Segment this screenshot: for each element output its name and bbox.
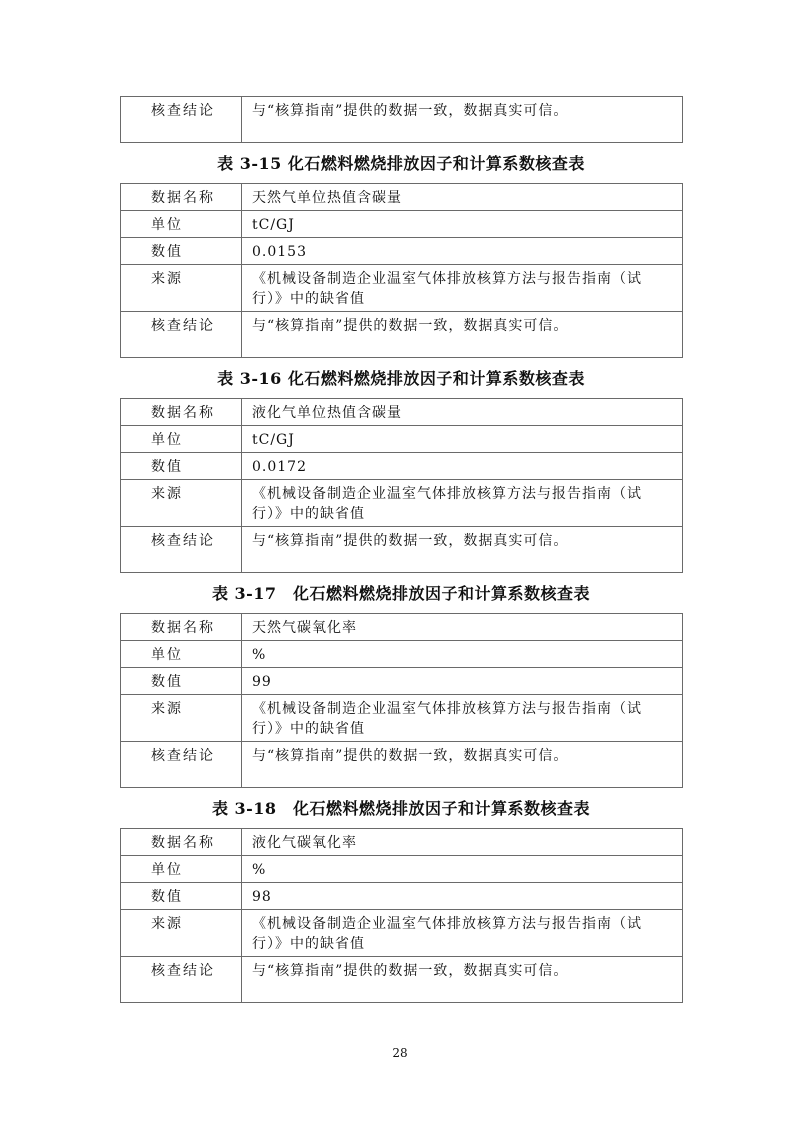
row-value-conclusion: 与“核算指南”提供的数据一致，数据真实可信。: [242, 742, 683, 788]
table-row: [121, 957, 683, 1003]
row-label-value: 数值: [121, 883, 242, 910]
row-label-source: 来源: [121, 480, 242, 527]
row-label-data-name: 数据名称: [121, 399, 242, 426]
table-row: [121, 742, 683, 788]
row-label-data-name: 数据名称: [121, 829, 242, 856]
row-label-unit: 单位: [121, 856, 242, 883]
row-label-source: 来源: [121, 910, 242, 957]
table-row: [121, 480, 683, 527]
table-row: [121, 695, 683, 742]
row-value-unit: %: [242, 856, 683, 883]
row-label-source: 来源: [121, 265, 242, 312]
table-title-3-18: 表 3-18 化石燃料燃烧排放因子和计算系数核查表: [211, 799, 591, 818]
row-value-data-name: 天然气碳氧化率: [242, 614, 683, 641]
table-row: [121, 829, 683, 856]
row-value-conclusion: 与“核算指南”提供的数据一致，数据真实可信。: [242, 957, 683, 1003]
row-label-source: 来源: [121, 695, 242, 742]
row-label-value: 数值: [121, 238, 242, 265]
row-value-conclusion: 与“核算指南”提供的数据一致，数据真实可信。: [242, 97, 683, 143]
row-label-unit: 单位: [121, 211, 242, 238]
row-label-unit: 单位: [121, 426, 242, 453]
verification-table-3-16: [120, 398, 683, 573]
table-row: [121, 97, 683, 143]
table-row: [121, 668, 683, 695]
table-row: [121, 641, 683, 668]
table-row: [121, 910, 683, 957]
table-row: [121, 265, 683, 312]
continued-verification-table: [120, 96, 683, 143]
row-value-source: 《机械设备制造企业温室气体排放核算方法与报告指南（试行）》中的缺省值: [242, 265, 683, 312]
row-label-conclusion: 核查结论: [121, 957, 242, 1003]
row-label-conclusion: 核查结论: [121, 527, 242, 573]
row-label-value: 数值: [121, 453, 242, 480]
row-value-data-name: 液化气单位热值含碳量: [242, 399, 683, 426]
table-title-3-16: 表 3-16 化石燃料燃烧排放因子和计算系数核查表: [217, 369, 585, 388]
row-value-source: 《机械设备制造企业温室气体排放核算方法与报告指南（试行）》中的缺省值: [242, 910, 683, 957]
page-number: 28: [392, 1046, 408, 1060]
verification-table-3-17: [120, 613, 683, 788]
table-row: [121, 211, 683, 238]
row-label-conclusion: 核查结论: [121, 312, 242, 358]
table-row: [121, 312, 683, 358]
row-value-value: 0.0172: [242, 453, 683, 480]
row-label-conclusion: 核查结论: [121, 742, 242, 788]
table-title-3-15: 表 3-15 化石燃料燃烧排放因子和计算系数核查表: [217, 154, 585, 173]
row-label-unit: 单位: [121, 641, 242, 668]
row-label-data-name: 数据名称: [121, 614, 242, 641]
row-label-value: 数值: [121, 668, 242, 695]
row-value-value: 98: [242, 883, 683, 910]
row-label-data-name: 数据名称: [121, 184, 242, 211]
table-row: [121, 238, 683, 265]
row-value-data-name: 液化气碳氧化率: [242, 829, 683, 856]
verification-table-3-18: [120, 828, 683, 1003]
table-row: [121, 614, 683, 641]
table-row: [121, 883, 683, 910]
table-row: [121, 453, 683, 480]
verification-table-3-15: [120, 183, 683, 358]
row-value-conclusion: 与“核算指南”提供的数据一致，数据真实可信。: [242, 527, 683, 573]
row-value-value: 99: [242, 668, 683, 695]
table-row: [121, 527, 683, 573]
row-label-conclusion: 核查结论: [121, 97, 242, 143]
row-value-source: 《机械设备制造企业温室气体排放核算方法与报告指南（试行）》中的缺省值: [242, 480, 683, 527]
table-row: [121, 184, 683, 211]
table-row: [121, 399, 683, 426]
row-value-data-name: 天然气单位热值含碳量: [242, 184, 683, 211]
row-value-source: 《机械设备制造企业温室气体排放核算方法与报告指南（试行）》中的缺省值: [242, 695, 683, 742]
row-value-unit: tC/GJ: [242, 426, 683, 453]
row-value-unit: tC/GJ: [242, 211, 683, 238]
row-value-value: 0.0153: [242, 238, 683, 265]
row-value-conclusion: 与“核算指南”提供的数据一致，数据真实可信。: [242, 312, 683, 358]
table-title-3-17: 表 3-17 化石燃料燃烧排放因子和计算系数核查表: [211, 584, 591, 603]
row-value-unit: %: [242, 641, 683, 668]
table-row: [121, 856, 683, 883]
table-row: [121, 426, 683, 453]
